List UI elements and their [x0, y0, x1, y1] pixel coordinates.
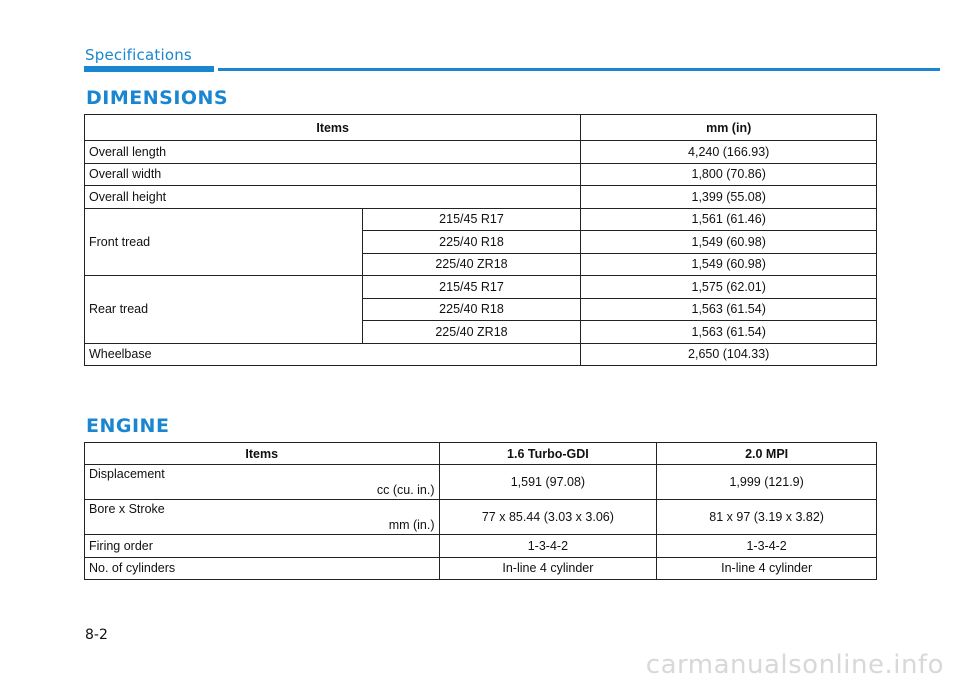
header-rule-thick	[84, 66, 214, 72]
row-label: Overall width	[85, 163, 581, 186]
table-row	[85, 500, 877, 535]
tire-size: 225/40 R18	[362, 231, 581, 254]
row-value: 1,563 (61.54)	[581, 298, 877, 321]
row-value: 1,563 (61.54)	[581, 321, 877, 344]
row-value: 1,999 (121.9)	[657, 465, 877, 500]
header-title: Specifications	[85, 46, 192, 64]
row-value: 1,591 (97.08)	[439, 465, 657, 500]
header-rule-thin	[218, 68, 938, 71]
row-value: In-line 4 cylinder	[439, 557, 657, 580]
header-items: Items	[85, 443, 440, 465]
tire-size: 225/40 ZR18	[362, 253, 581, 276]
table-header-row	[85, 115, 877, 141]
table-row	[85, 186, 877, 209]
row-label: Displacement	[89, 467, 165, 481]
row-value: 1-3-4-2	[657, 535, 877, 558]
row-value: 1-3-4-2	[439, 535, 657, 558]
table-row	[85, 343, 877, 366]
table-row	[85, 141, 877, 164]
tire-size: 225/40 ZR18	[362, 321, 581, 344]
row-unit: cc (cu. in.)	[376, 483, 435, 497]
dimensions-title: DIMENSIONS	[86, 87, 229, 109]
row-label: Overall length	[85, 141, 581, 164]
table-row	[85, 208, 877, 231]
dimensions-table	[84, 114, 877, 366]
rear-tread-label: Rear tread	[85, 276, 363, 344]
header-turbo-gdi: 1.6 Turbo-GDI	[439, 443, 657, 465]
page-number: 8-2	[85, 627, 108, 643]
row-value: 81 x 97 (3.19 x 3.82)	[657, 500, 877, 535]
bore-stroke-label-cell	[85, 500, 440, 535]
row-value: 1,549 (60.98)	[581, 231, 877, 254]
header-mm-in: mm (in)	[581, 115, 877, 141]
row-label: Bore x Stroke	[89, 502, 165, 516]
row-value: 1,399 (55.08)	[581, 186, 877, 209]
row-label: Overall height	[85, 186, 581, 209]
header-mpi: 2.0 MPI	[657, 443, 877, 465]
front-tread-label: Front tread	[85, 208, 363, 276]
table-row	[85, 163, 877, 186]
row-value: 1,549 (60.98)	[581, 253, 877, 276]
row-value: 77 x 85.44 (3.03 x 3.06)	[439, 500, 657, 535]
watermark: carmanualsonline.info	[645, 650, 944, 680]
row-value: 1,800 (70.86)	[581, 163, 877, 186]
tire-size: 225/40 R18	[362, 298, 581, 321]
row-value: 4,240 (166.93)	[581, 141, 877, 164]
table-row	[85, 465, 877, 500]
engine-title: ENGINE	[86, 415, 170, 437]
row-unit: mm (in.)	[388, 518, 435, 532]
tire-size: 215/45 R17	[362, 208, 581, 231]
row-label: No. of cylinders	[85, 557, 440, 580]
table-row	[85, 557, 877, 580]
engine-table	[84, 442, 877, 580]
row-value: 1,561 (61.46)	[581, 208, 877, 231]
tire-size: 215/45 R17	[362, 276, 581, 299]
row-label: Wheelbase	[85, 343, 581, 366]
row-label: Firing order	[85, 535, 440, 558]
row-value: 1,575 (62.01)	[581, 276, 877, 299]
row-value: 2,650 (104.33)	[581, 343, 877, 366]
table-row	[85, 276, 877, 299]
table-row	[85, 535, 877, 558]
header-items: Items	[85, 115, 581, 141]
row-value: In-line 4 cylinder	[657, 557, 877, 580]
table-header-row	[85, 443, 877, 465]
displacement-label-cell	[85, 465, 440, 500]
